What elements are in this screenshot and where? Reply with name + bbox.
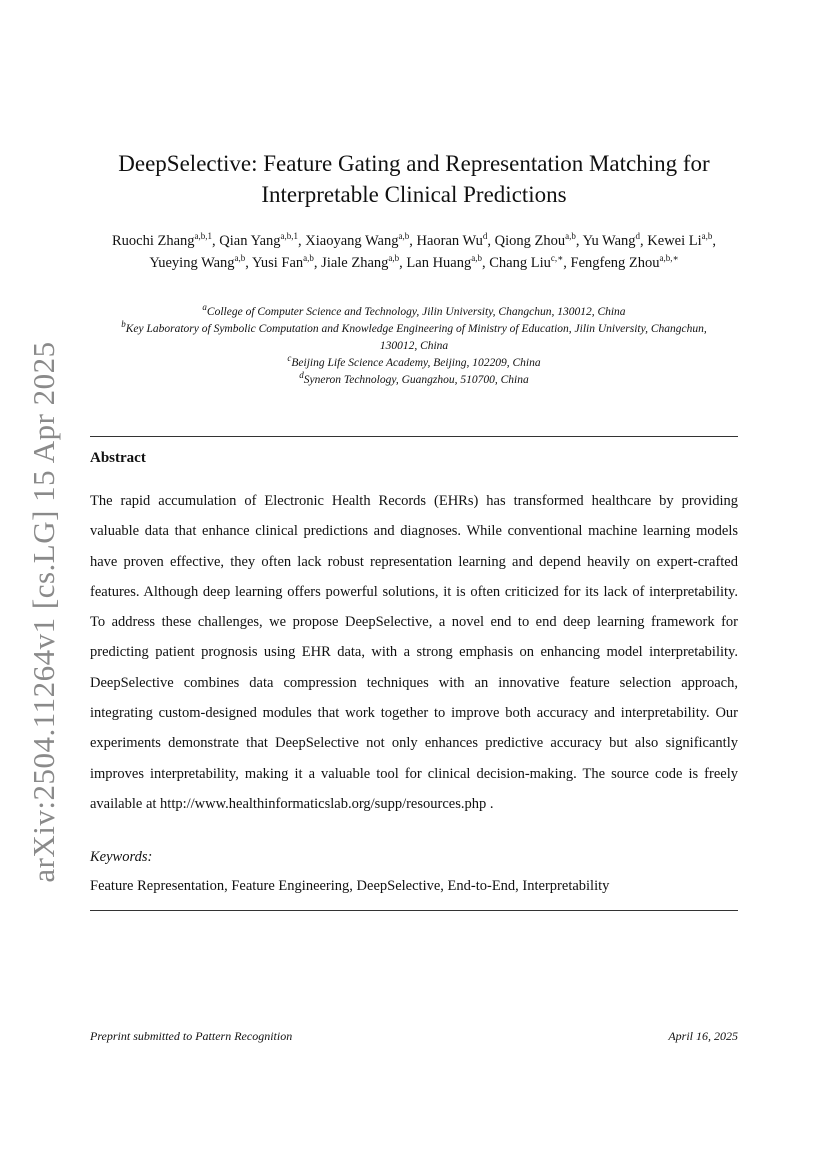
author-name: Haoran Wu xyxy=(416,233,483,249)
author-name: Ruochi Zhang xyxy=(111,233,195,249)
author-affiliation-mark: a,b,1 xyxy=(280,231,299,242)
author-name: Kewei Li xyxy=(647,233,702,249)
author-affiliation-mark: a,b xyxy=(388,253,400,264)
affiliation-mark: d xyxy=(299,370,304,381)
abstract-top-rule xyxy=(90,436,738,437)
author-name: Chang Liu xyxy=(489,255,551,271)
affiliation xyxy=(120,321,708,355)
preprint-date: April 16, 2025 xyxy=(668,1029,738,1043)
author xyxy=(583,233,640,249)
author xyxy=(406,255,482,271)
author-affiliation-mark: d xyxy=(482,231,488,242)
author-affiliation-mark: d xyxy=(635,231,641,242)
author-name: Yusi Fan xyxy=(252,255,304,271)
preprint-note: Preprint submitted to Pattern Recognition xyxy=(90,1029,293,1043)
author-name: Fengfeng Zhou xyxy=(570,255,660,271)
keywords-heading: Keywords: xyxy=(90,849,153,865)
affiliation xyxy=(120,372,708,389)
author xyxy=(219,233,298,249)
author-affiliation-mark: a,b xyxy=(303,253,314,264)
author xyxy=(305,233,409,249)
affiliation-mark: b xyxy=(121,319,126,330)
author-name: Yueying Wang xyxy=(149,255,235,271)
affiliation-mark: c xyxy=(287,353,292,364)
author-name: Qian Yang xyxy=(219,233,281,249)
author-affiliation-mark: a,b xyxy=(398,231,410,242)
paper-title: DeepSelective: Feature Gating and Representation Matching for Interpretable Clinical Predictions xyxy=(118,151,710,207)
abstract-bottom-rule xyxy=(90,910,738,911)
author-affiliation-mark: c,∗ xyxy=(550,253,564,264)
author-name: Xiaoyang Wang xyxy=(305,233,399,249)
author-affiliation-mark: a,b,1 xyxy=(194,231,213,242)
author-name: Jiale Zhang xyxy=(321,255,389,271)
author-affiliation-mark: a,b xyxy=(471,253,482,264)
affiliation xyxy=(120,304,708,321)
affiliation-mark: a xyxy=(202,302,207,313)
author xyxy=(416,233,487,249)
affiliation-text: Syneron Technology, Guangzhou, 510700, China xyxy=(303,374,529,386)
abstract-heading: Abstract xyxy=(90,450,146,466)
author xyxy=(321,255,399,271)
affiliation xyxy=(120,355,708,372)
keywords-text: Feature Representation, Feature Engineering, DeepSelective, End-to-End, Interpretability xyxy=(90,878,610,894)
author-affiliation-mark: a,b,∗ xyxy=(659,253,679,264)
author-affiliation-mark: a,b xyxy=(701,231,713,242)
author xyxy=(112,233,212,249)
author-affiliation-mark: a,b xyxy=(565,231,576,242)
author-name: Qiong Zhou xyxy=(494,233,566,249)
author xyxy=(647,233,712,249)
author xyxy=(571,255,679,271)
author xyxy=(489,255,563,271)
author xyxy=(149,255,245,271)
abstract-text: The rapid accumulation of Electronic Health Records (EHRs) has transformed healthcare by providing valuable data that enhance clinical predictions and diagnoses. While conventional machine learning models have proven effective, they often lack robust representation learning and depend heavily on expert-crafted features. Although deep learning offers powerful solutions, it is often criticized for its lack of interpretability. To address these challenges, we propose DeepSelective, a novel end to end deep learning framework for predicting patient prognosis using EHR data, with a strong emphasis on enhancing model interpretability. DeepSelective combines data compression techniques with an innovative feature selection approach, integrating custom-designed modules that work together to improve both accuracy and interpretability. Our experiments demonstrate that DeepSelective not only enhances predictive accuracy but also significantly improves interpretability, making it a valuable tool for clinical decision-making. The source code is freely available at http://www.healthinformaticslab.org/supp/resources.php . xyxy=(90,493,738,812)
affiliation-text: Key Laboratory of Symbolic Computation and Knowledge Engineering of Ministry of Education, Jilin University, Changchun, 130012, China xyxy=(125,323,707,352)
author-affiliation-mark: a,b xyxy=(234,253,246,264)
affiliation-list xyxy=(120,304,708,389)
author-name: Yu Wang xyxy=(582,233,636,249)
arxiv-identifier: arXiv:2504.11264v1 [cs.LG] 15 Apr 2025 xyxy=(26,341,61,883)
affiliation-text: Beijing Life Science Academy, Beijing, 102209, China xyxy=(291,357,541,369)
author-name: Lan Huang xyxy=(406,255,472,271)
affiliation-text: College of Computer Science and Technology, Jilin University, Changchun, 130012, China xyxy=(206,306,626,318)
author xyxy=(252,255,314,271)
author xyxy=(495,233,576,249)
author-list: Ruochi Zhang$^{a,b,1}$, Qian Yang$^{a,b,1}$, Xiaoyang Wang$^{a,b}$, Haoran Wu$^d$, Qiong Zhou$^{a,b}$, Yu Wang$^d$, Kewei Li$^{a,b}$, Yueying Wang$^{a,b}$, Yusi Fan$^{a,b}$, Jiale Zhang$^{a,b}$, Lan Huang$^{a,b}$, Chang Liu$^{c,∗}$, Fengfeng Zhou$^{a,b,∗}$ xyxy=(111,231,717,271)
